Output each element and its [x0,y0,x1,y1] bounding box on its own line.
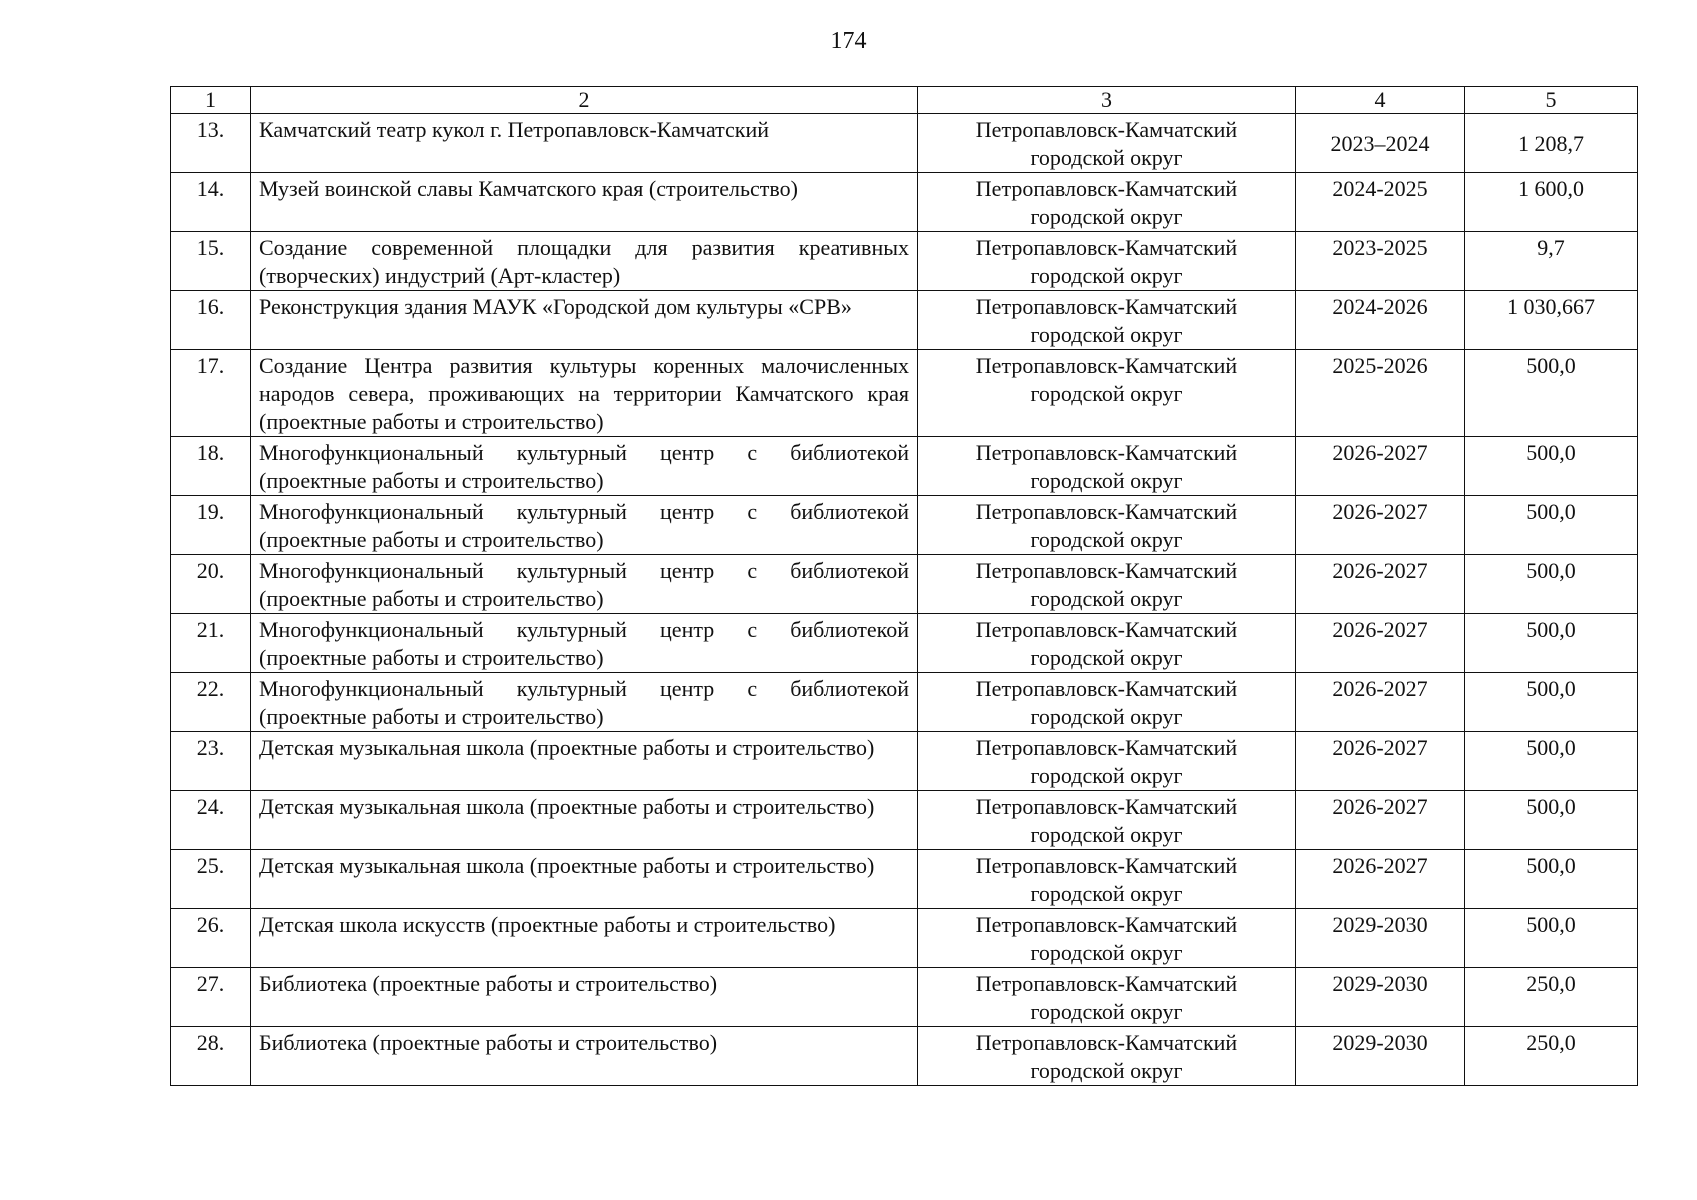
object-name: Многофункциональный культурный центр с библиотекой (проектные работы и строительство) [251,437,918,496]
header-col-1: 1 [171,87,251,114]
amount: 500,0 [1465,350,1638,437]
period: 2026-2027 [1296,791,1465,850]
object-name: Библиотека (проектные работы и строительство) [251,1027,918,1086]
table-header [171,87,1638,114]
header-col-3: 3 [918,87,1296,114]
amount: 500,0 [1465,437,1638,496]
municipality: Петропавловск-Камчатский городской округ [918,437,1296,496]
period: 2023–2024 [1296,114,1465,173]
table-row [171,732,1638,791]
row-number: 17. [171,350,251,437]
table-row [171,291,1638,350]
amount: 9,7 [1465,232,1638,291]
period: 2026-2027 [1296,732,1465,791]
object-name: Музей воинской славы Камчатского края (строительство) [251,173,918,232]
period: 2029-2030 [1296,909,1465,968]
row-number: 28. [171,1027,251,1086]
municipality: Петропавловск-Камчатский городской округ [918,850,1296,909]
row-number: 13. [171,114,251,173]
amount: 250,0 [1465,1027,1638,1086]
object-name: Многофункциональный культурный центр с библиотекой (проектные работы и строительство) [251,614,918,673]
header-col-5: 5 [1465,87,1638,114]
amount: 500,0 [1465,496,1638,555]
row-number: 21. [171,614,251,673]
amount: 500,0 [1465,614,1638,673]
municipality: Петропавловск-Камчатский городской округ [918,968,1296,1027]
amount: 500,0 [1465,850,1638,909]
period: 2026-2027 [1296,614,1465,673]
table-row [171,850,1638,909]
table-row [171,614,1638,673]
table-row [171,350,1638,437]
object-name: Многофункциональный культурный центр с библиотекой (проектные работы и строительство) [251,496,918,555]
period: 2026-2027 [1296,673,1465,732]
amount: 500,0 [1465,673,1638,732]
municipality: Петропавловск-Камчатский городской округ [918,114,1296,173]
amount: 250,0 [1465,968,1638,1027]
amount: 1 030,667 [1465,291,1638,350]
period: 2026-2027 [1296,437,1465,496]
table-row [171,437,1638,496]
municipality: Петропавловск-Камчатский городской округ [918,909,1296,968]
table-row [171,673,1638,732]
table-row [171,968,1638,1027]
amount: 1 600,0 [1465,173,1638,232]
amount: 1 208,7 [1465,114,1638,173]
row-number: 23. [171,732,251,791]
row-number: 25. [171,850,251,909]
municipality: Петропавловск-Камчатский городской округ [918,496,1296,555]
municipality: Петропавловск-Камчатский городской округ [918,291,1296,350]
period: 2026-2027 [1296,555,1465,614]
object-name: Создание Центра развития культуры коренных малочисленных народов севера, проживающих на территории Камчатского края (проектные работы и строительство) [251,350,918,437]
header-col-2: 2 [251,87,918,114]
object-name: Детская музыкальная школа (проектные работы и строительство) [251,850,918,909]
table-row [171,791,1638,850]
municipality: Петропавловск-Камчатский городской округ [918,732,1296,791]
amount: 500,0 [1465,909,1638,968]
table-row [171,173,1638,232]
amount: 500,0 [1465,732,1638,791]
period: 2029-2030 [1296,968,1465,1027]
municipality: Петропавловск-Камчатский городской округ [918,614,1296,673]
municipality: Петропавловск-Камчатский городской округ [918,1027,1296,1086]
row-number: 15. [171,232,251,291]
municipality: Петропавловск-Камчатский городской округ [918,173,1296,232]
table-row [171,114,1638,173]
object-name: Детская школа искусств (проектные работы и строительство) [251,909,918,968]
object-name: Детская музыкальная школа (проектные работы и строительство) [251,791,918,850]
object-name: Камчатский театр кукол г. Петропавловск-Камчатский [251,114,918,173]
header-col-4: 4 [1296,87,1465,114]
object-name: Реконструкция здания МАУК «Городской дом культуры «СРВ» [251,291,918,350]
table-row [171,496,1638,555]
header-row [171,87,1638,114]
amount: 500,0 [1465,791,1638,850]
municipality: Петропавловск-Камчатский городской округ [918,350,1296,437]
row-number: 22. [171,673,251,732]
row-number: 27. [171,968,251,1027]
row-number: 16. [171,291,251,350]
projects-table [170,86,1638,1086]
period: 2029-2030 [1296,1027,1465,1086]
table-row [171,555,1638,614]
period: 2026-2027 [1296,496,1465,555]
period: 2024-2026 [1296,291,1465,350]
object-name: Детская музыкальная школа (проектные работы и строительство) [251,732,918,791]
row-number: 20. [171,555,251,614]
municipality: Петропавловск-Камчатский городской округ [918,791,1296,850]
municipality: Петропавловск-Камчатский городской округ [918,673,1296,732]
object-name: Многофункциональный культурный центр с библиотекой (проектные работы и строительство) [251,555,918,614]
table-row [171,1027,1638,1086]
row-number: 19. [171,496,251,555]
object-name: Библиотека (проектные работы и строительство) [251,968,918,1027]
period: 2025-2026 [1296,350,1465,437]
municipality: Петропавловск-Камчатский городской округ [918,232,1296,291]
object-name: Создание современной площадки для развития креативных (творческих) индустрий (Арт-кластер) [251,232,918,291]
amount: 500,0 [1465,555,1638,614]
period: 2023-2025 [1296,232,1465,291]
page-number: 174 [830,28,867,54]
row-number: 14. [171,173,251,232]
row-number: 26. [171,909,251,968]
period: 2024-2025 [1296,173,1465,232]
table-body [171,114,1638,1086]
table-row [171,232,1638,291]
row-number: 24. [171,791,251,850]
municipality: Петропавловск-Камчатский городской округ [918,555,1296,614]
row-number: 18. [171,437,251,496]
table-row [171,909,1638,968]
object-name: Многофункциональный культурный центр с библиотекой (проектные работы и строительство) [251,673,918,732]
period: 2026-2027 [1296,850,1465,909]
